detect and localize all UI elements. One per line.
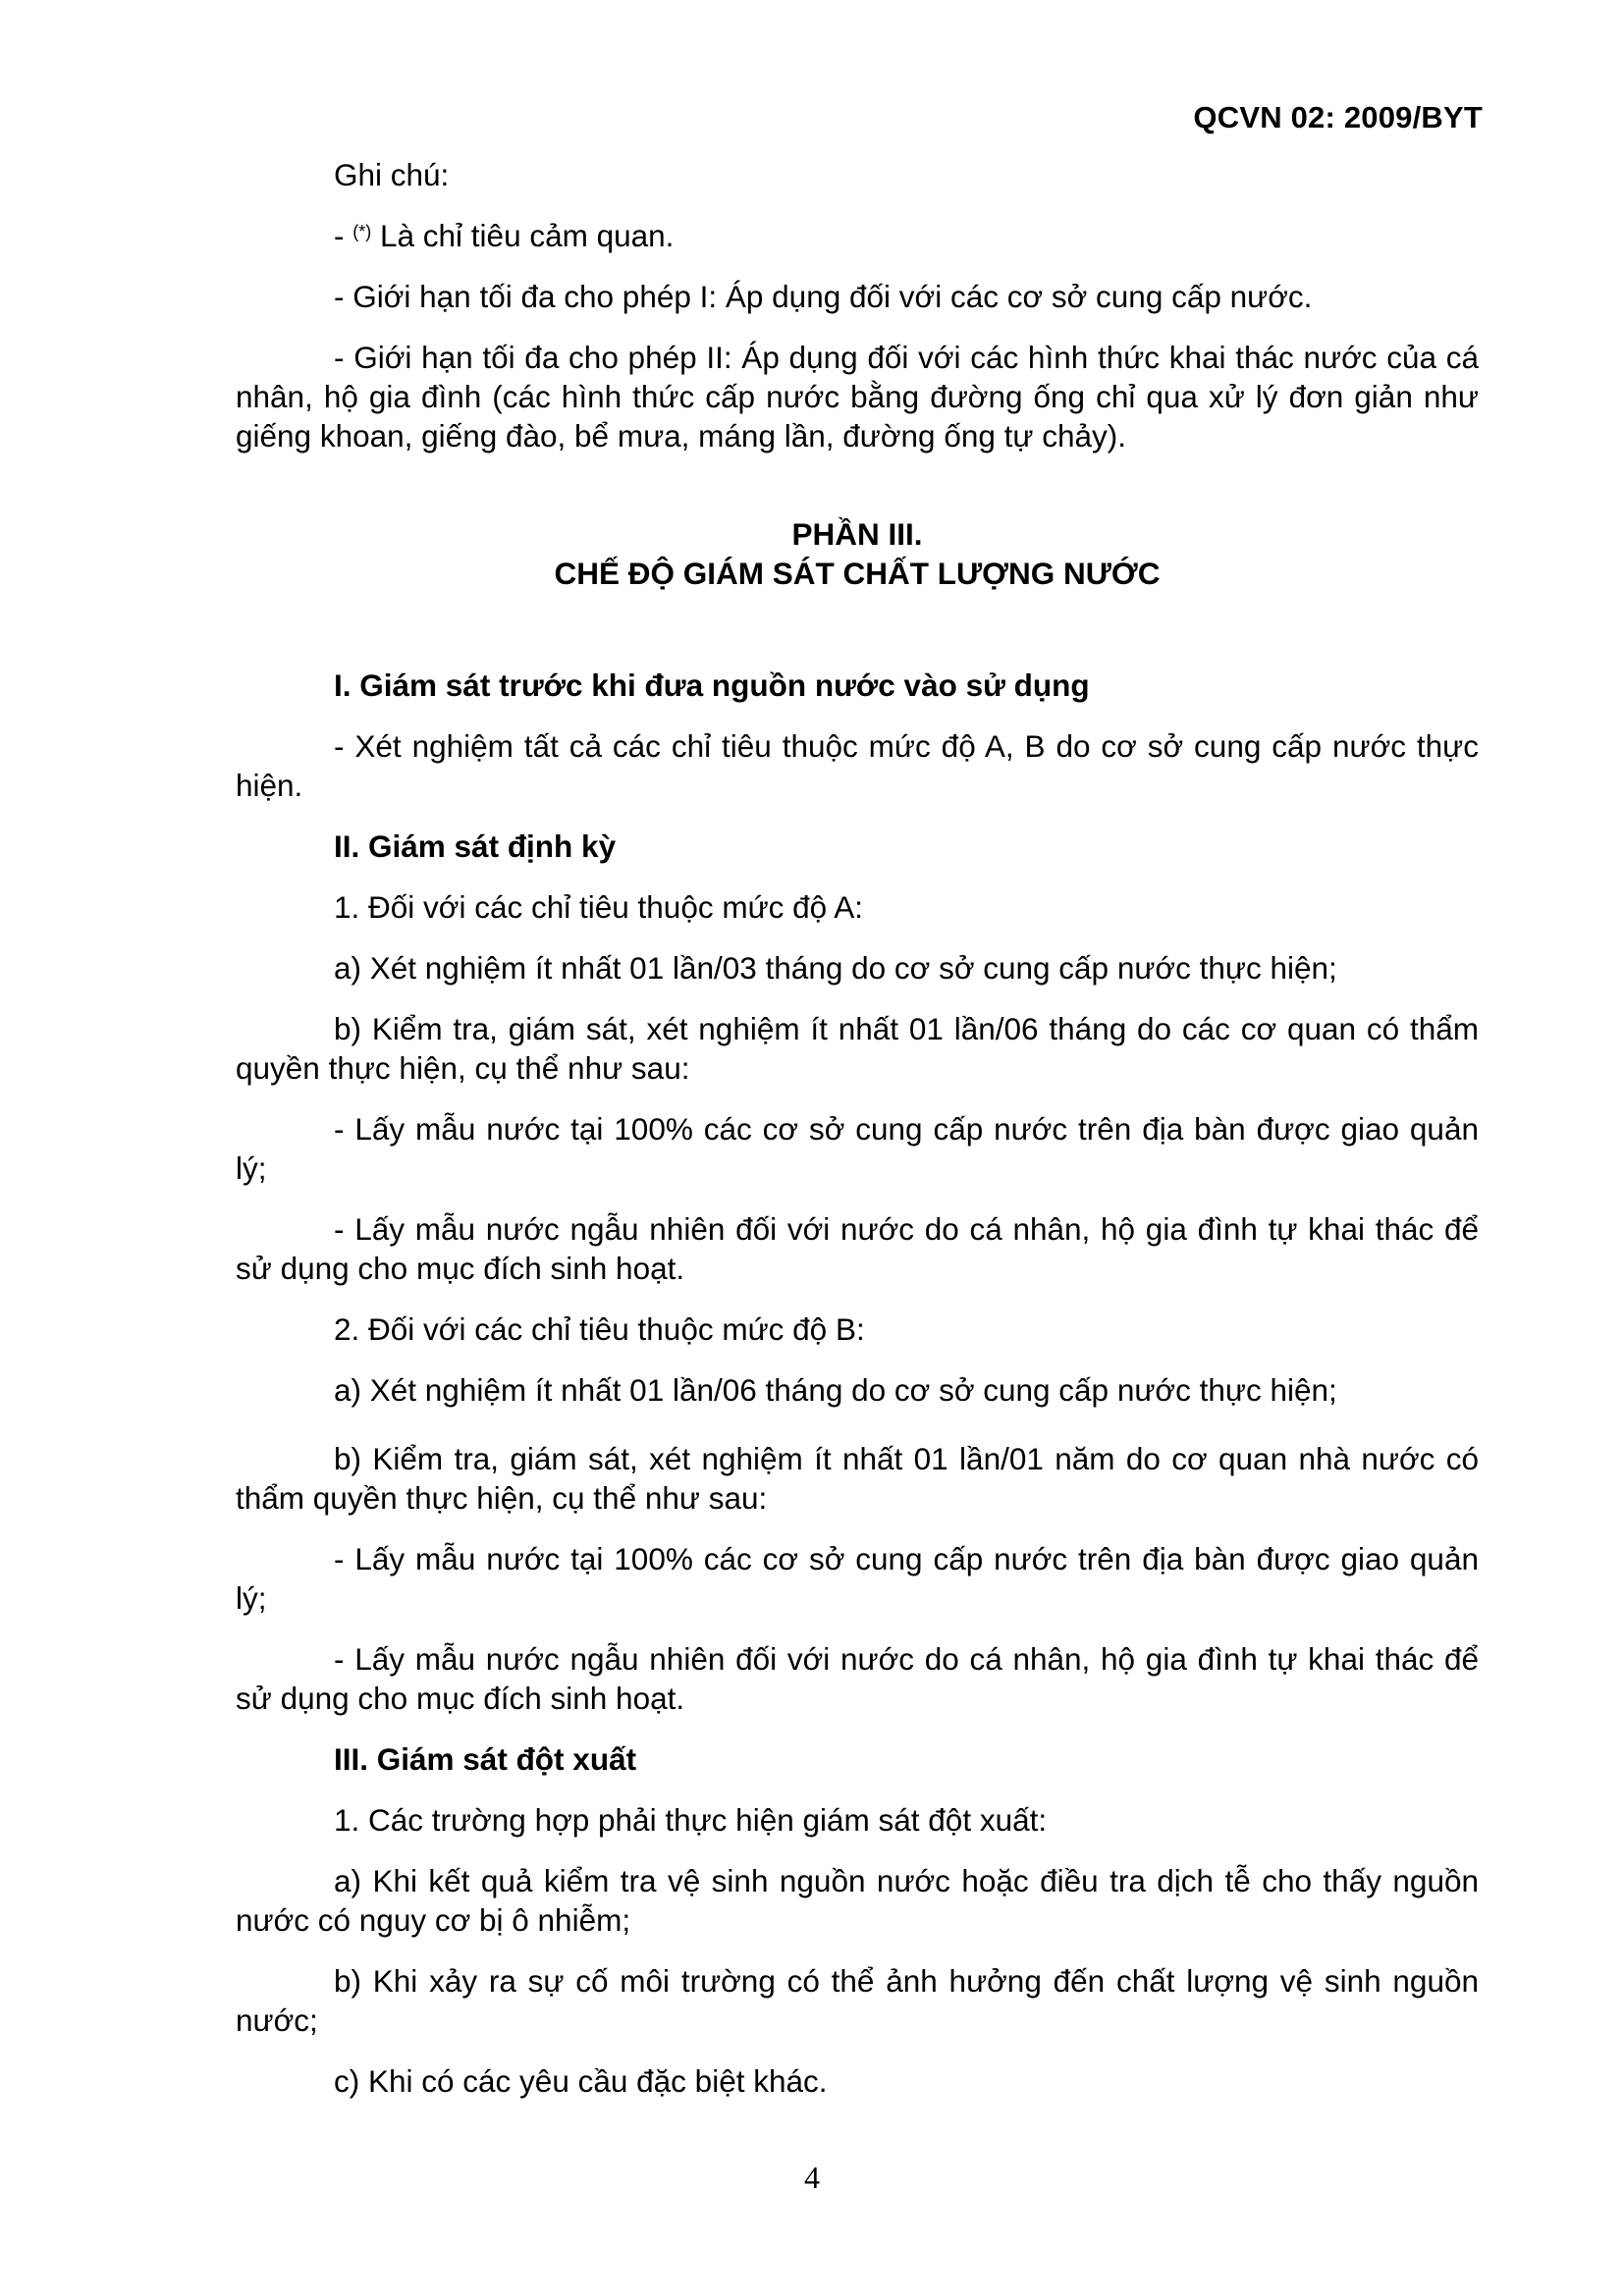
section-heading-periodic: II. Giám sát định kỳ	[334, 828, 617, 864]
paragraph: b) Kiểm tra, giám sát, xét nghiệm ít nhất 01 lần/06 tháng do các cơ quan có thẩm quyền thực hiện, cụ thể như sau:	[236, 1011, 1479, 1086]
section-heading-unscheduled: III. Giám sát đột xuất	[334, 1741, 637, 1777]
document-code-header: QCVN 02: 2009/BYT	[1193, 100, 1483, 134]
paragraph: 1. Đối với các chỉ tiêu thuộc mức độ A:	[334, 889, 863, 925]
paragraph: a) Khi kết quả kiểm tra vệ sinh nguồn nước hoặc điều tra dịch tễ cho thấy nguồn nước có nguy cơ bị ô nhiễm;	[236, 1863, 1479, 1938]
note-item-limit-one: - Giới hạn tối đa cho phép I: Áp dụng đối với các cơ sở cung cấp nước.	[334, 279, 1313, 314]
paragraph: - Lấy mẫu nước tại 100% các cơ sở cung cấp nước trên địa bàn được giao quản lý;	[236, 1111, 1479, 1186]
part-heading-block	[236, 514, 1479, 593]
paragraph: a) Xét nghiệm ít nhất 01 lần/06 tháng do cơ sở cung cấp nước thực hiện;	[334, 1372, 1337, 1408]
section-heading-pre-use: I. Giám sát trước khi đưa nguồn nước vào sử dụng	[334, 667, 1090, 703]
notes-title: Ghi chú:	[334, 157, 450, 192]
paragraph: 1. Các trường hợp phải thực hiện giám sát đột xuất:	[334, 1802, 1048, 1838]
paragraph: b) Khi xảy ra sự cố môi trường có thể ảnh hưởng đến chất lượng vệ sinh nguồn nước;	[236, 1963, 1479, 2038]
paragraph: - Lấy mẫu nước ngẫu nhiên đối với nước do cá nhân, hộ gia đình tự khai thác để sử dụng cho mục đích sinh hoạt.	[236, 1211, 1479, 1286]
paragraph: b) Kiểm tra, giám sát, xét nghiệm ít nhất 01 lần/01 năm do cơ quan nhà nước có thẩm quyền thực hiện, cụ thể như sau:	[236, 1441, 1479, 1516]
note-item-text: Là chỉ tiêu cảm quan.	[371, 218, 675, 253]
page-number: 4	[804, 2160, 820, 2195]
paragraph: 2. Đối với các chỉ tiêu thuộc mức độ B:	[334, 1311, 865, 1347]
part-title: CHẾ ĐỘ GIÁM SÁT CHẤT LƯỢNG NƯỚC	[554, 556, 1161, 591]
note-item-superscript: (*)	[352, 222, 372, 241]
paragraph: a) Xét nghiệm ít nhất 01 lần/03 tháng do cơ sở cung cấp nước thực hiện;	[334, 950, 1337, 986]
note-item-sensory	[236, 216, 1479, 255]
paragraph: - Lấy mẫu nước tại 100% các cơ sở cung cấp nước trên địa bàn được giao quản lý;	[236, 1541, 1479, 1616]
note-item-limit-two: - Giới hạn tối đa cho phép II: Áp dụng đối với các hình thức khai thác nước của cá nhân, hộ gia đình (các hình thức cấp nước bằng đường ống chỉ qua xử lý đơn giản như giếng khoan, giếng đào, bể mưa, máng lần, đường ống tự chảy).	[236, 340, 1479, 454]
part-number: PHẦN III.	[791, 516, 923, 552]
document-body	[236, 155, 1479, 2122]
note-item-prefix: -	[334, 218, 353, 253]
paragraph: - Xét nghiệm tất cả các chỉ tiêu thuộc mức độ A, B do cơ sở cung cấp nước thực hiện.	[236, 728, 1479, 803]
paragraph: - Lấy mẫu nước ngẫu nhiên đối với nước do cá nhân, hộ gia đình tự khai thác để sử dụng cho mục đích sinh hoạt.	[236, 1641, 1479, 1716]
paragraph: c) Khi có các yêu cầu đặc biệt khác.	[334, 2063, 828, 2099]
